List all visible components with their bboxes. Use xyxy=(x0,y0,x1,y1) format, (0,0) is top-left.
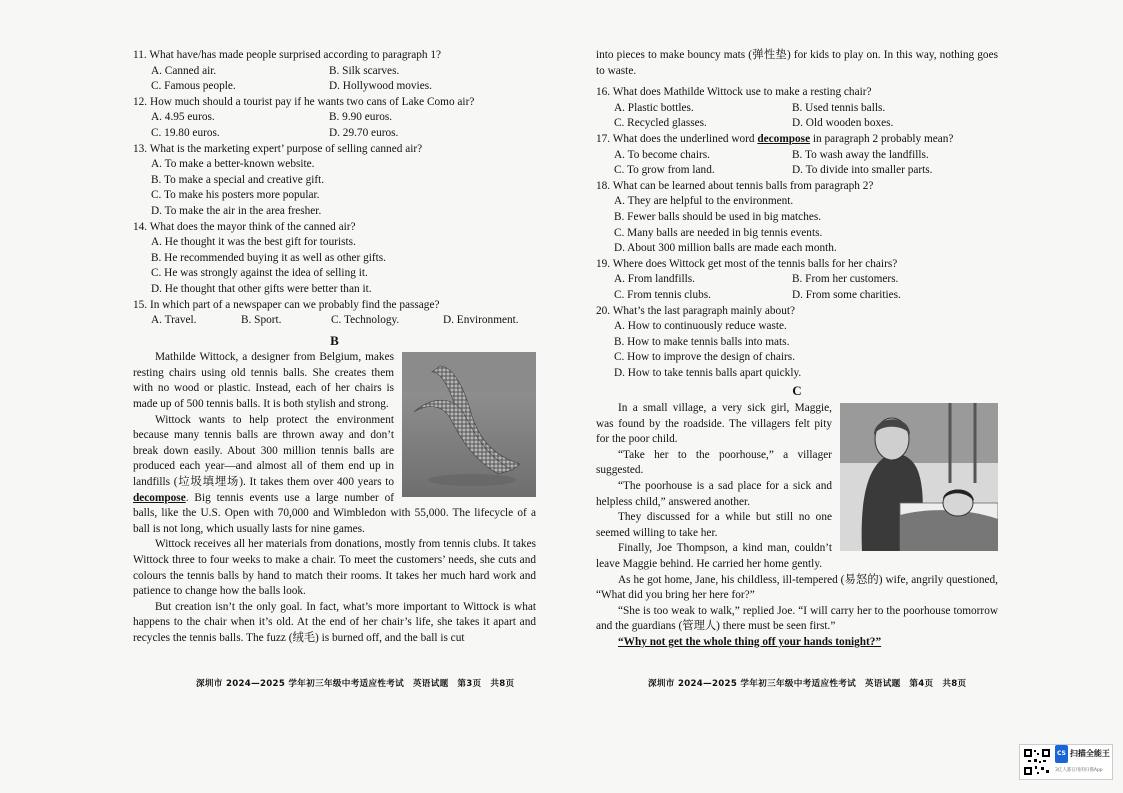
passage-c-paragraph-8 xyxy=(596,635,998,651)
passage-c-paragraph-5: Finally, Joe Thompson, a kind man, couldn’t leave Maggie behind. He carried her home gently. xyxy=(596,542,832,570)
option-d: D. About 300 million balls are made each month. xyxy=(614,242,837,255)
question-19 xyxy=(596,257,998,304)
option-d: D. Old wooden boxes. xyxy=(792,117,894,130)
question-20 xyxy=(596,304,998,382)
passage-c-paragraph-3: “The poorhouse is a sad place for a sick and helpless child,” answered another. xyxy=(596,480,832,508)
option-a: A. Plastic bottles. xyxy=(614,101,694,114)
woman-and-sick-child-illustration xyxy=(840,403,998,551)
passage-b-paragraph-2: Wittock wants to help protect the environment because many tennis balls are thrown away and don’t break down easily. About 300 million tennis balls are produced each year—and almost all of them end up in landfills (垃圾填埋场). It takes them over 400 years to decompose. Big tennis events use a large number of balls, like the U.S. Open with 70,000 and Wimbledon with 55,000. The lifecycle of a ball is not long, which usually lasts for nine games. xyxy=(133,413,536,535)
option-a: A. From landfills. xyxy=(614,273,695,286)
camscanner-logo-icon: CS xyxy=(1055,745,1068,763)
option-c: C. He was strongly against the idea of selling it. xyxy=(151,267,368,280)
option-c: C. Technology. xyxy=(331,314,400,327)
question-13 xyxy=(133,142,536,220)
option-d: D. He thought that other gifts were better than it. xyxy=(151,282,372,295)
passage-b-paragraph-3: Wittock receives all her materials from donations, mostly from tennis clubs. It takes Wittock three to four weeks to make a chair. To meet the customers’ needs, she cuts and colours the tennis balls by hand to match their rooms. It takes her much hard work and patience to change how the balls look. xyxy=(133,538,536,598)
question-18 xyxy=(596,179,998,257)
option-c: C. 19.80 euros. xyxy=(151,126,220,139)
scanner-app-watermark xyxy=(1019,744,1113,780)
passage-c-paragraph-2: “Take her to the poorhouse,” a villager suggested. xyxy=(596,448,832,477)
right-page xyxy=(596,48,998,651)
option-b: B. From her customers. xyxy=(792,273,899,286)
option-b: B. 9.90 euros. xyxy=(329,111,393,124)
left-page xyxy=(133,48,536,647)
underlined-word: decompose xyxy=(757,132,811,145)
section-b-title: B xyxy=(330,332,339,348)
question-stem: 19. Where does Wittock get most of the tennis balls for her chairs? xyxy=(596,257,898,270)
option-a: A. He thought it was the best gift for tourists. xyxy=(151,236,356,249)
option-d: D. To make the air in the area fresher. xyxy=(151,204,322,217)
underlined-word: decompose xyxy=(133,491,186,504)
question-12 xyxy=(133,95,536,142)
section-c-title: C xyxy=(792,383,802,399)
option-d: D. From some charities. xyxy=(792,288,901,301)
page-footer-left: 深圳市 2024—2025 学年初三年级中考适应性考试 英语试题 第3页 共8页 xyxy=(196,679,515,689)
question-stem: 11. What have/has made people surprised according to paragraph 1? xyxy=(133,49,442,61)
passage-c-paragraph-4: They discussed for a while but still no one seemed willing to take her. xyxy=(596,511,832,539)
passage-c-paragraph-1: In a small village, a very sick girl, Maggie, was found by the roadside. The villagers felt pity for the poor child. xyxy=(596,402,832,446)
question-stem: 15. In which part of a newspaper can we probably find the passage? xyxy=(133,298,440,311)
option-b: B. How to make tennis balls into mats. xyxy=(614,335,790,348)
option-b: B. Fewer balls should be used in big matches. xyxy=(614,210,822,223)
scanner-app-tagline: 3亿人都在用的扫描App xyxy=(1055,768,1103,773)
option-a: A. How to continuously reduce waste. xyxy=(614,320,787,333)
option-a: A. To make a better-known website. xyxy=(151,158,315,171)
option-d: D. To divide into smaller parts. xyxy=(792,164,933,177)
qr-code-icon xyxy=(1023,748,1051,776)
option-c: C. How to improve the design of chairs. xyxy=(614,351,796,364)
question-16 xyxy=(596,85,998,132)
option-a: A. 4.95 euros. xyxy=(151,111,215,124)
scanner-app-name: 扫描全能王 xyxy=(1069,749,1110,759)
underlined-sentence: “Why not get the whole thing off your hands tonight?” xyxy=(618,635,882,648)
passage-c-paragraph-6: As he got home, Jane, his childless, ill-tempered (易怒的) wife, angrily questioned, “What did you bring her here for?” xyxy=(596,573,998,602)
option-c: C. To grow from land. xyxy=(614,164,715,177)
passage-b-paragraph-4: But creation isn’t the only goal. In fact, what’s more important to Wittock is what happens to the chair when it’s old. At the end of her chair’s life, she takes it apart and recycles the tennis balls. The fuzz (绒毛) is burned off, and the ball is cut xyxy=(133,600,536,644)
option-c: C. Recycled glasses. xyxy=(614,117,707,130)
passage-b-continued: into pieces to make bouncy mats (弹性垫) for kids to play on. In this way, nothing goes to waste. xyxy=(596,49,998,77)
option-d: D. Environment. xyxy=(443,314,519,327)
option-d: D. Hollywood movies. xyxy=(329,80,432,93)
option-b: B. Sport. xyxy=(241,314,282,327)
question-15 xyxy=(133,298,536,329)
question-stem: 12. How much should a tourist pay if he wants two cans of Lake Como air? xyxy=(133,95,475,108)
question-stem: 20. What’s the last paragraph mainly about? xyxy=(596,304,795,317)
question-stem: 13. What is the marketing expert’ purpose of selling canned air? xyxy=(133,142,423,155)
question-stem: 14. What does the mayor think of the canned air? xyxy=(133,220,356,233)
page-footer-right: 深圳市 2024—2025 学年初三年级中考适应性考试 英语试题 第4页 共8页 xyxy=(648,679,967,689)
option-d: D. How to take tennis balls apart quickly. xyxy=(614,366,802,379)
passage-b-paragraph-1: Mathilde Wittock, a designer from Belgium, makes resting chairs using old tennis balls. She creates them with no wood or plastic. Instead, each of her chairs is made up of 500 tennis balls. It is both stylish and strong. xyxy=(133,351,394,411)
question-17 xyxy=(596,132,998,179)
question-stem: 17. What does the underlined word decompose in paragraph 2 probably mean? xyxy=(596,132,954,145)
question-stem: 16. What does Mathilde Wittock use to make a resting chair? xyxy=(596,86,872,99)
option-a: A. Travel. xyxy=(151,314,197,327)
option-c: C. Many balls are needed in big tennis events. xyxy=(614,226,823,239)
option-c: C. From tennis clubs. xyxy=(614,288,711,301)
option-c: C. To make his posters more popular. xyxy=(151,189,320,202)
option-b: B. Silk scarves. xyxy=(329,64,400,77)
passage-c-paragraph-7: “She is too weak to walk,” replied Joe. “I will carry her to the poorhouse tomorrow and the guardians (管理人) there must be seen first.” xyxy=(596,604,998,633)
option-a: A. To become chairs. xyxy=(614,148,710,161)
option-c: C. Famous people. xyxy=(151,80,236,93)
question-stem: 18. What can be learned about tennis balls from paragraph 2? xyxy=(596,179,874,192)
option-b: B. To make a special and creative gift. xyxy=(151,173,325,186)
tennis-ball-chair-photo xyxy=(402,352,536,497)
option-b: B. He recommended buying it as well as other gifts. xyxy=(151,251,386,264)
option-b: B. To wash away the landfills. xyxy=(792,148,929,161)
option-a: A. They are helpful to the environment. xyxy=(614,195,794,208)
option-d: D. 29.70 euros. xyxy=(329,126,399,139)
question-14 xyxy=(133,220,536,298)
option-b: B. Used tennis balls. xyxy=(792,101,886,114)
option-a: A. Canned air. xyxy=(151,64,217,77)
question-11 xyxy=(133,48,536,95)
